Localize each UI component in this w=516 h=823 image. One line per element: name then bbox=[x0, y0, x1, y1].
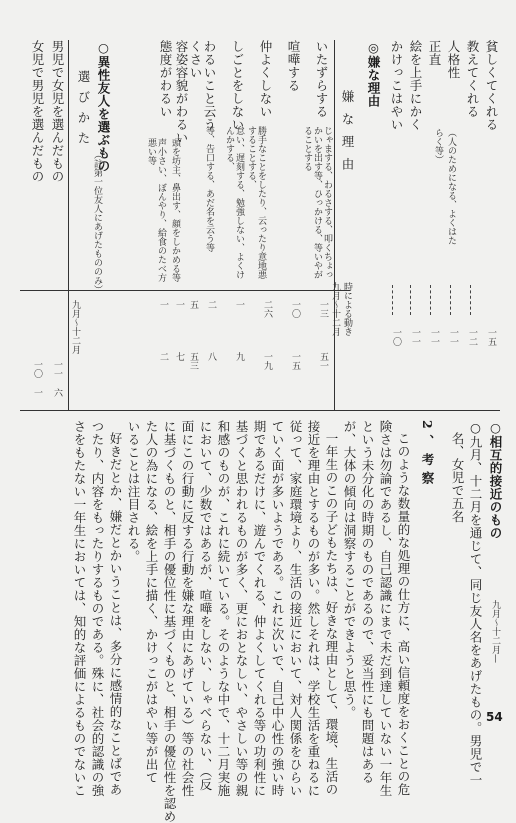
trend-value: 一一 bbox=[52, 360, 62, 378]
paragraph-line: このような数量的な処理の仕方に、高い信頼度をおくことの危 bbox=[396, 432, 411, 796]
row-note: 等、告口する、あだ名を云う等 bbox=[204, 126, 214, 252]
row-note: じゃまする、わるさする、叩くちょっかいを出す等、ひっかける、等いやがることする bbox=[302, 126, 332, 279]
count-value: 一二 bbox=[467, 328, 477, 346]
list-note: （人のためになる、よくはた bbox=[446, 128, 456, 245]
dislike-heading: ◎嫌な理由 bbox=[366, 40, 381, 108]
table-row: しごとをしない bbox=[230, 40, 245, 131]
discussion-heading: 2、考察 bbox=[420, 420, 435, 491]
opposite-sex-heading: ○異性友人を選ぶもの bbox=[96, 40, 111, 173]
paragraph-line: 面にこの行動に反する行動を嫌な理由にあげている）等の社会性 bbox=[180, 420, 195, 797]
paragraph-line: さをもたない一年生においては、知的な評価によるものでないこ bbox=[72, 420, 87, 797]
paragraph-line: 基づくと思われるものが多く、更におとなしい、やさしい等の親 bbox=[234, 420, 249, 797]
paragraph-line: において、少数ではあるが、喧嘩をしない、しゃべらない、（反 bbox=[198, 420, 213, 791]
count-value: 八 bbox=[206, 352, 216, 361]
list-item: 教えてくれる bbox=[465, 40, 480, 118]
list-item: 絵を上手にかく bbox=[408, 40, 423, 131]
count-value: 一〇 bbox=[391, 328, 401, 346]
divider bbox=[410, 285, 411, 315]
trend-value: 一〇 bbox=[32, 360, 42, 378]
list-item: 正直 bbox=[427, 40, 442, 66]
period-label: 九月〜十二月 bbox=[70, 300, 80, 354]
period-label: 九月〜十二月— bbox=[490, 600, 500, 663]
count-value: 七 bbox=[174, 352, 184, 361]
count-value: 一九 bbox=[262, 352, 272, 370]
list-note: らく等） bbox=[433, 128, 443, 164]
divider bbox=[470, 285, 471, 315]
opposite-sex-column-header: 選びかた bbox=[76, 70, 91, 152]
trend-value: 一 bbox=[158, 300, 168, 309]
list-item: 貧しくてくれる bbox=[484, 40, 499, 131]
dislike-column-header: 嫌な理由 bbox=[340, 90, 355, 180]
row-note: 怠い、遅刻する、勉強しない、よくけんかする、 bbox=[224, 126, 244, 279]
paragraph-line: 和感のものが、これに続いている。そのような中で、十二月実施 bbox=[216, 420, 231, 797]
list-item: 人格性 bbox=[446, 40, 461, 79]
row-note: 勝手なことをしたり、云ったり意地悪することする、 bbox=[246, 126, 266, 279]
trend-value: 二六 bbox=[262, 300, 272, 318]
count-value: 一五 bbox=[290, 352, 300, 370]
paragraph-line: つたり、内容をもったりするものである。殊に、社会的認識の強 bbox=[90, 420, 105, 797]
table-row: わるいこと云う bbox=[202, 40, 217, 131]
count-value: 五一 bbox=[318, 352, 328, 370]
count-value: 五三 bbox=[188, 352, 198, 370]
paragraph-line: 接近を理由とするものが多い。然しそれは、学校生活を重ねるに bbox=[306, 420, 321, 797]
table-row: くさい bbox=[188, 40, 203, 79]
mutual-heading: ○相互的接近のもの bbox=[488, 420, 503, 540]
trend-value: 二 bbox=[206, 300, 216, 309]
paragraph-line: いることは注目される。 bbox=[126, 420, 141, 563]
page-number: 54 bbox=[486, 710, 503, 724]
table-rule bbox=[334, 40, 335, 410]
table-row: 容姿容貌がわるい bbox=[174, 40, 189, 144]
count-value: 一一 bbox=[429, 328, 439, 346]
trend-value: 一 bbox=[174, 300, 184, 309]
paragraph-line: 一年生のこの子どもたちは、好きな理由として、環境、生活の bbox=[324, 432, 339, 796]
trend-value: 五 bbox=[188, 300, 198, 309]
paragraph-line: 期であるだけに、遊んでくれる、仲よくしてくれる等の功利性に bbox=[252, 420, 267, 797]
table-row: 仲よくしない bbox=[258, 40, 273, 118]
paragraph-line: 従って、家庭環境より、生活の接近において、対人関係をひらい bbox=[288, 420, 303, 797]
paragraph-line: が、大体の傾向は洞察することができようと思う。 bbox=[342, 420, 357, 719]
paragraph-line: 険さは勿論であるし、自己認識にまで未だ到達していない一年生 bbox=[378, 420, 393, 797]
list-item: かけっこはやい bbox=[389, 40, 404, 131]
count-value: 一一 bbox=[448, 328, 458, 346]
count-value: 九 bbox=[234, 352, 244, 361]
table-row: 喧嘩する bbox=[286, 40, 301, 92]
table-row: 男児で女児を選んだもの bbox=[50, 40, 65, 183]
table-row: 態度がわるい bbox=[158, 40, 173, 118]
opposite-sex-note: （註第一位友人にあげたもののみ） bbox=[92, 150, 102, 294]
row-note: 頭を坊主、鼻出す、顔をしかめる等 bbox=[170, 138, 180, 282]
paragraph-line: に基づくものと、相手の優位性に基づくものと、相手の優位性を認め bbox=[162, 420, 177, 823]
count-value: 六 bbox=[52, 388, 62, 397]
trend-value: 一三 bbox=[318, 300, 328, 318]
table-row: いたずらする bbox=[314, 40, 329, 118]
paragraph-line: た人の為になる、絵を上手に描く、かけっこがはやい等が出て bbox=[144, 420, 159, 784]
divider bbox=[450, 285, 451, 315]
table-row: 女児で男児を選んだもの bbox=[30, 40, 45, 183]
paragraph-line: 好きだとか、嫌だとかいうことは、多分に感情的なことばであ bbox=[108, 432, 123, 796]
row-note: 声小さい、ぼんやり、給食のたべ方悪い等 bbox=[146, 138, 166, 282]
mutual-line: 名、女児で五名 bbox=[450, 432, 465, 523]
count-value: 二 bbox=[158, 352, 168, 361]
count-value: 一一 bbox=[410, 328, 420, 346]
count-value: 一 bbox=[32, 388, 42, 397]
trend-value: 一〇 bbox=[290, 300, 300, 318]
divider bbox=[392, 285, 393, 315]
count-value: 一五 bbox=[486, 328, 496, 346]
paragraph-line: ていく面が多いようである。これに次いで、自己中心性の強い時 bbox=[270, 420, 285, 797]
mutual-line: ○九月、十二月を通じて、同じ友人名をあげたもの。男児で一 bbox=[468, 420, 483, 787]
period-label: 九月〜十二月 bbox=[330, 282, 340, 336]
divider bbox=[430, 285, 431, 315]
table-rule bbox=[20, 410, 500, 411]
paragraph-line: という未分化の時期のものであるので、妥当性にも問題はある bbox=[360, 420, 375, 784]
time-header: 時による動き bbox=[342, 282, 352, 336]
table-rule bbox=[68, 40, 69, 410]
table-rule bbox=[20, 290, 350, 291]
trend-value: 一 bbox=[234, 300, 244, 309]
